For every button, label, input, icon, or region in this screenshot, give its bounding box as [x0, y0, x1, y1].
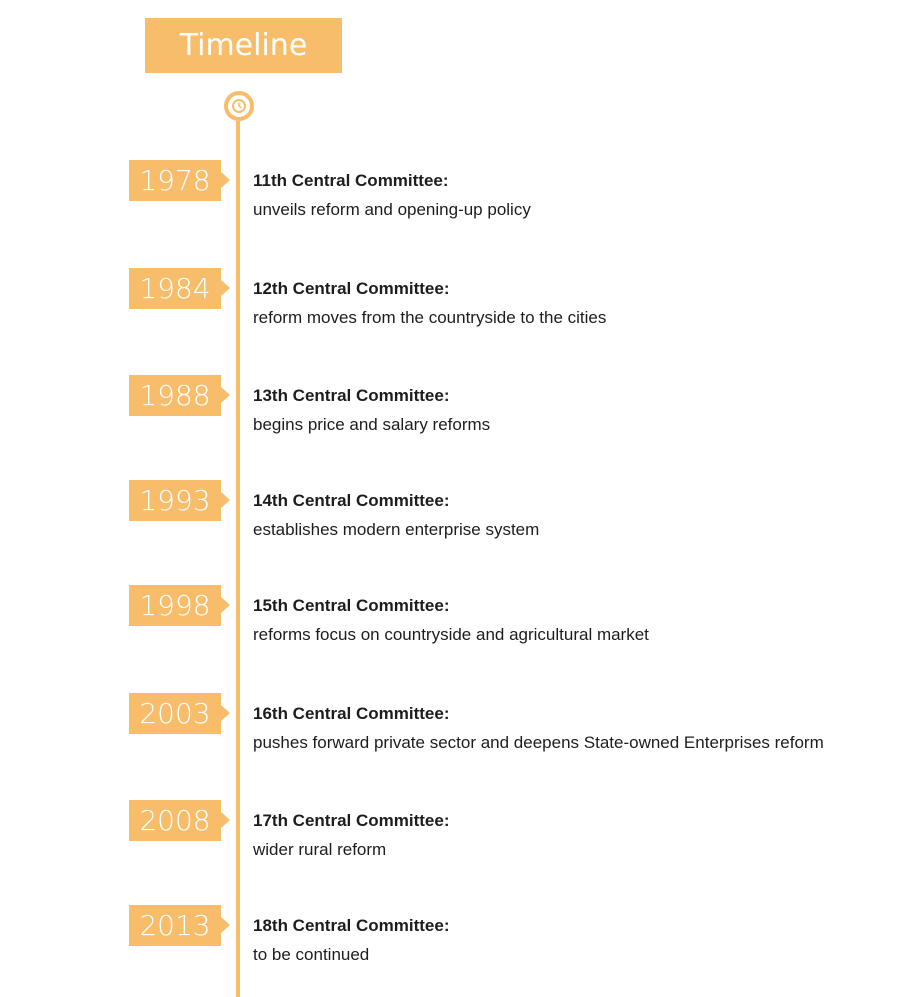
event-heading: 14th Central Committee:: [253, 491, 450, 510]
event-description: reforms focus on countryside and agricultural market: [253, 625, 649, 644]
event-item: [253, 704, 843, 755]
event-heading: 16th Central Committee:: [253, 704, 450, 723]
year-badge: 2008: [129, 800, 221, 841]
event-heading: 13th Central Committee:: [253, 386, 450, 405]
year-badge: 2013: [129, 905, 221, 946]
clock-icon: [224, 91, 254, 121]
event-item: [253, 386, 843, 437]
event-description: pushes forward private sector and deepens State-owned Enterprises reform: [253, 733, 824, 752]
event-description: wider rural reform: [253, 840, 387, 859]
event-item: [253, 916, 843, 967]
event-item: [253, 811, 843, 862]
year-badge: 1984: [129, 268, 221, 309]
event-description: unveils reform and opening-up policy: [253, 200, 531, 219]
event-heading: 11th Central Committee:: [253, 171, 449, 190]
event-item: [253, 171, 843, 222]
year-badge: 1978: [129, 160, 221, 201]
year-badge: 1988: [129, 375, 221, 416]
event-description: reform moves from the countryside to the cities: [253, 308, 607, 327]
timeline-line: [236, 121, 240, 997]
timeline-title: Timeline: [145, 18, 342, 73]
event-description: establishes modern enterprise system: [253, 520, 540, 539]
year-badge: 1993: [129, 480, 221, 521]
event-item: [253, 491, 843, 542]
event-heading: 12th Central Committee:: [253, 279, 450, 298]
event-item: [253, 596, 843, 647]
year-badge: 1998: [129, 585, 221, 626]
event-heading: 15th Central Committee:: [253, 596, 450, 615]
year-badge: 2003: [129, 693, 221, 734]
event-heading: 17th Central Committee:: [253, 811, 450, 830]
event-description: to be continued: [253, 945, 370, 964]
event-item: [253, 279, 843, 330]
event-heading: 18th Central Committee:: [253, 916, 450, 935]
event-description: begins price and salary reforms: [253, 415, 491, 434]
